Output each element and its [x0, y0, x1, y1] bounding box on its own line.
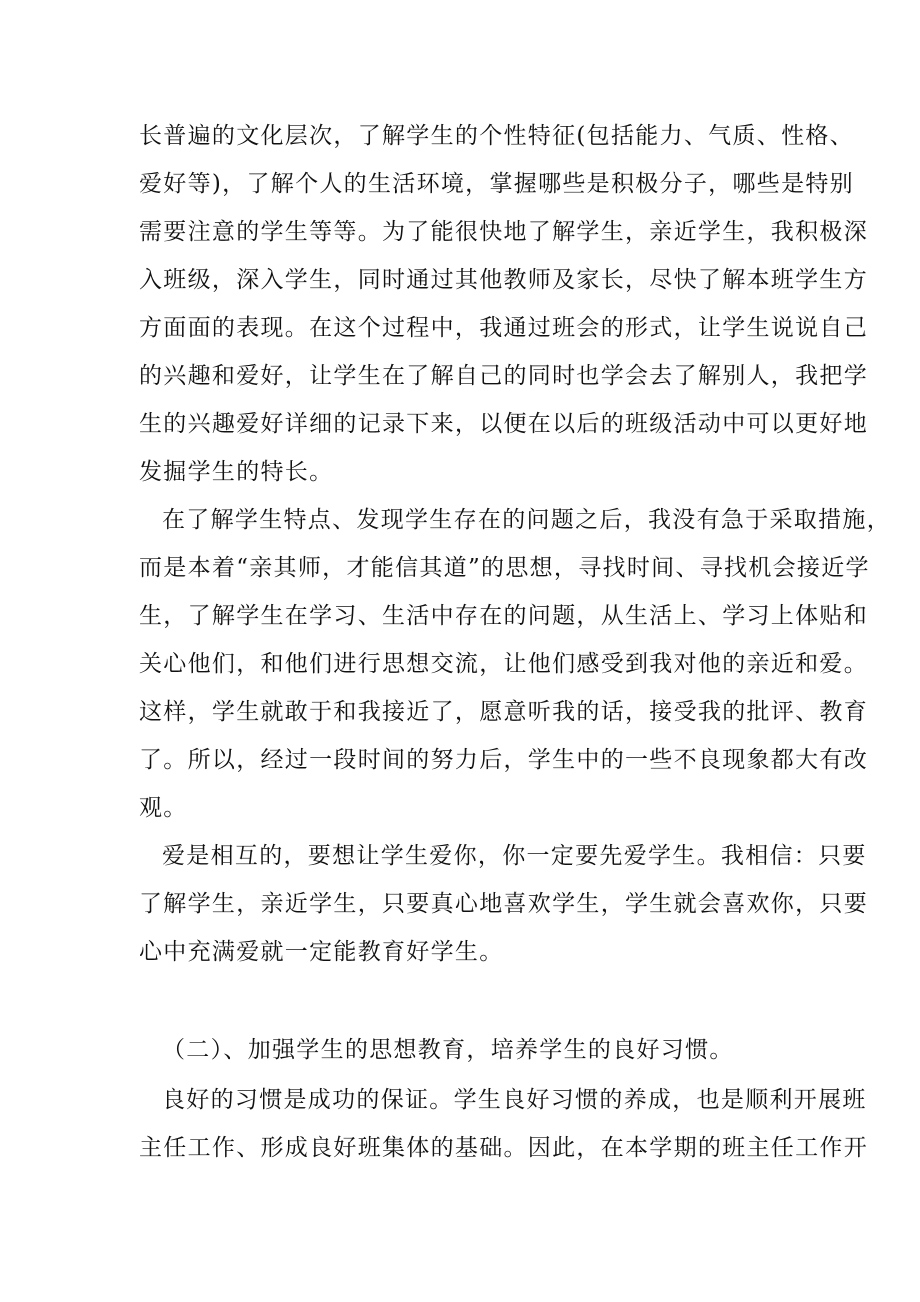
text-line: 生，了解学生在学习、生活中存在的问题，从生活上、学习上体贴和: [139, 603, 868, 629]
text-line: 方面面的表现。在这个过程中，我通过班会的形式，让学生说说自己: [139, 315, 868, 341]
text-line: 长普遍的文化层次，了解学生的个性特征(包括能力、气质、性格、: [139, 123, 854, 149]
text-line: 了解学生，亲近学生，只要真心地喜欢学生，学生就会喜欢你，只要: [139, 891, 868, 917]
text-line: 的兴趣和爱好，让学生在了解自己的同时也学会去了解别人，我把学: [139, 363, 868, 389]
text-line: 观。: [139, 795, 188, 821]
text-line: 爱好等)，了解个人的生活环境，掌握哪些是积极分子，哪些是特别: [139, 171, 854, 197]
paragraph-start-line: 良好的习惯是成功的保证。学生良好习惯的养成，也是顺利开展班: [162, 1087, 867, 1113]
text-line: 生的兴趣爱好详细的记录下来，以便在以后的班级活动中可以更好地: [139, 411, 868, 437]
text-line: 入班级，深入学生，同时通过其他教师及家长，尽快了解本班学生方: [139, 267, 868, 293]
text-line: 了。所以，经过一段时间的努力后，学生中的一些不良现象都大有改: [139, 747, 868, 773]
text-line: 需要注意的学生等等。为了能很快地了解学生，亲近学生，我积极深: [139, 219, 868, 245]
text-line: 发掘学生的特长。: [139, 459, 334, 485]
text-line: 这样，学生就敢于和我接近了，愿意听我的话，接受我的批评、教育: [139, 699, 868, 725]
paragraph-start-line: 爱是相互的，要想让学生爱你，你一定要先爱学生。我相信：只要: [162, 843, 867, 869]
section-heading: （二）、加强学生的思想教育，培养学生的良好习惯。: [162, 1037, 734, 1063]
text-line: 而是本着“亲其师，才能信其道”的思想，寻找时间、寻找机会接近学: [139, 555, 870, 581]
text-line: 关心他们，和他们进行思想交流，让他们感受到我对他的亲近和爱。: [139, 651, 868, 677]
text-line: 心中充满爱就一定能教育好学生。: [139, 939, 504, 965]
paragraph-start-line: 在了解学生特点、发现学生存在的问题之后，我没有急于采取措施，: [162, 507, 891, 533]
text-line: 主任工作、形成良好班集体的基础。因此，在本学期的班主任工作开: [139, 1135, 868, 1161]
